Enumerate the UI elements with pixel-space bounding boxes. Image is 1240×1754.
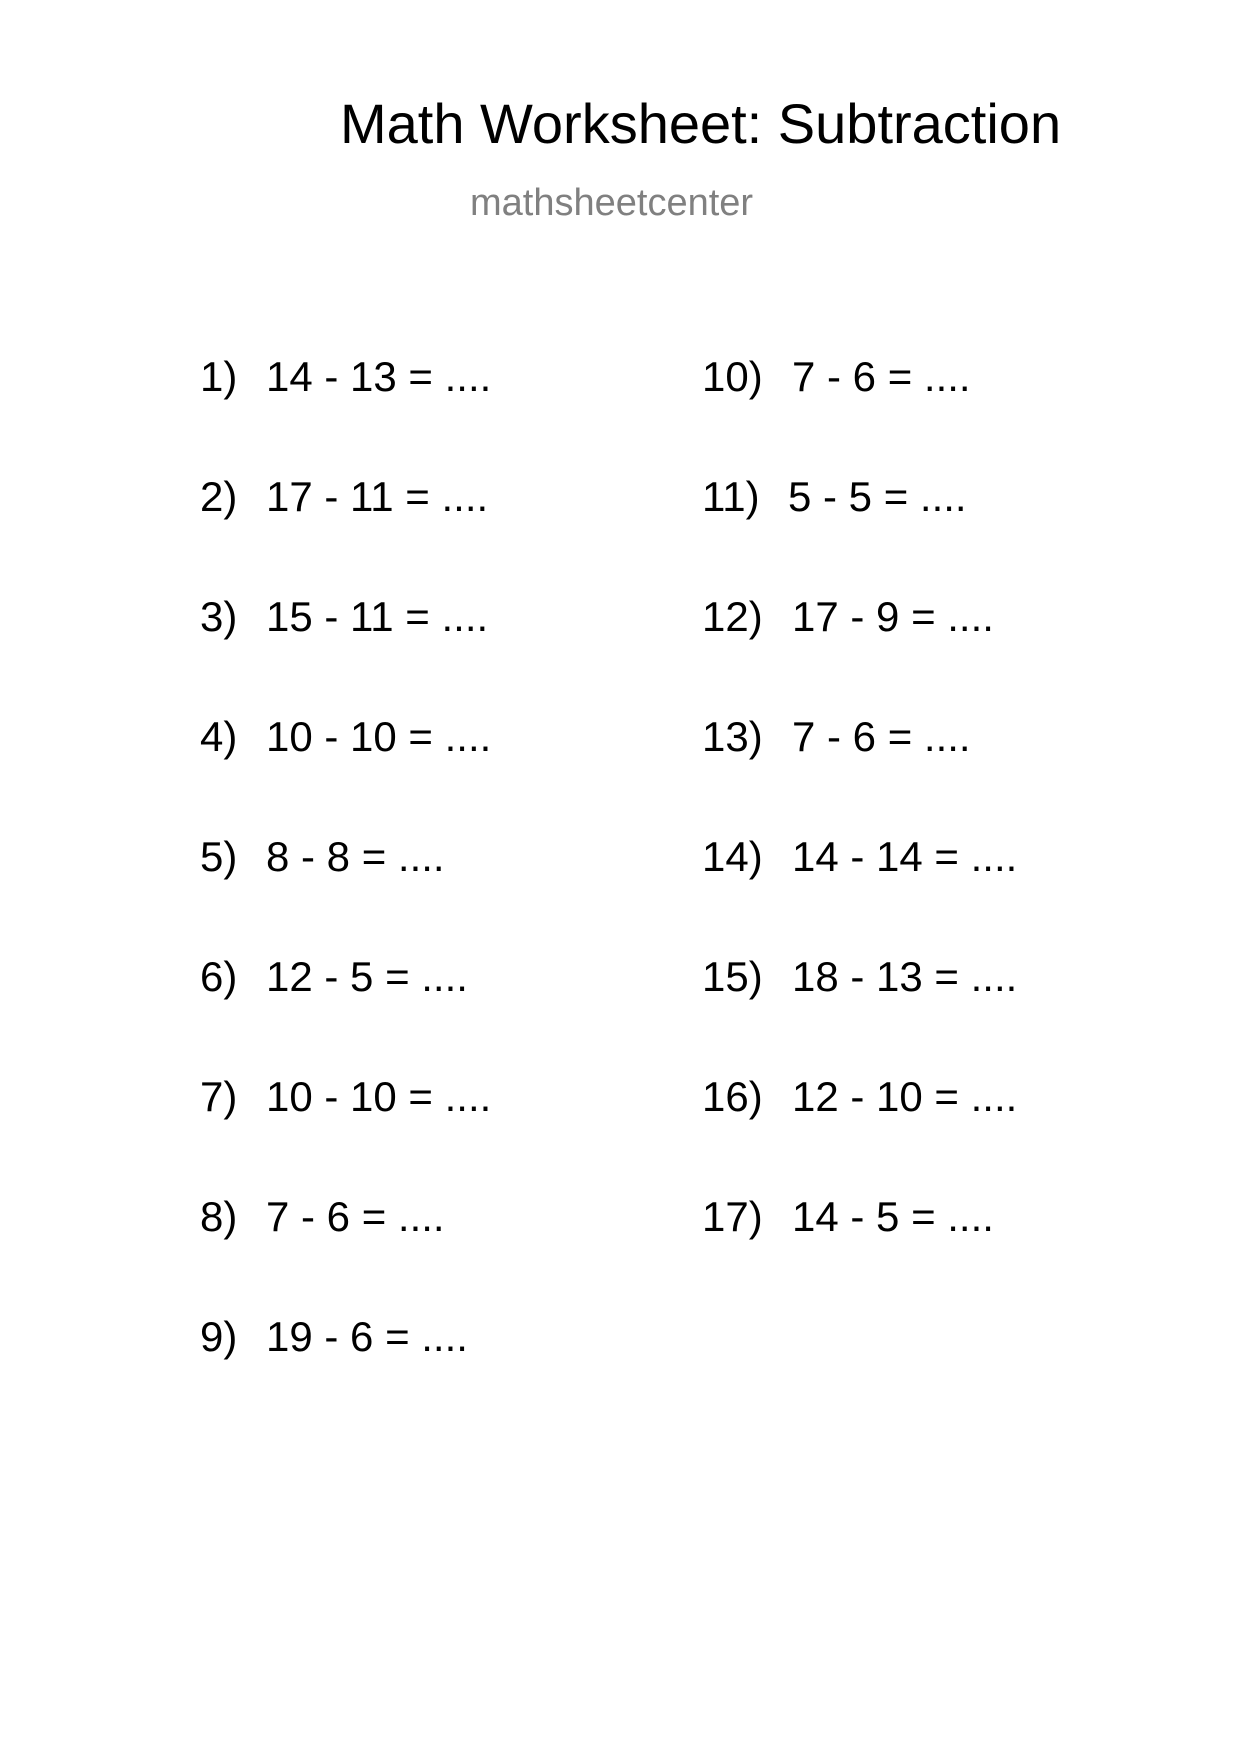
problem-number: 10) [702,353,763,400]
problem-16 [702,1073,1018,1120]
problem-5 [200,833,445,880]
problem-expression: 8 - 8 = .... [266,833,445,880]
problem-number: 2) [200,473,238,520]
problem-11 [702,473,967,520]
problem-expression: 7 - 6 = .... [792,353,971,400]
problem-number: 14) [702,833,763,880]
problem-8 [200,1193,445,1240]
problem-10 [702,353,971,400]
problem-number: 7) [200,1073,238,1120]
problem-number: 6) [200,953,238,1000]
page-title: Math Worksheet: Subtraction [340,92,1062,155]
problem-12 [702,593,994,640]
problem-number: 1) [200,353,238,400]
problem-number: 5) [200,833,238,880]
problem-expression: 10 - 10 = .... [266,1073,492,1120]
problem-1 [200,353,492,400]
problem-13 [702,713,971,760]
problem-2 [200,473,489,520]
problem-expression: 14 - 14 = .... [792,833,1018,880]
problem-expression: 18 - 13 = .... [792,953,1018,1000]
problem-15 [702,953,1018,1000]
problem-number: 12) [702,593,763,640]
problem-expression: 15 - 11 = .... [266,593,489,640]
problem-expression: 17 - 11 = .... [266,473,489,520]
problem-number: 15) [702,953,763,1000]
problem-9 [200,1313,468,1360]
problem-expression: 17 - 9 = .... [792,593,994,640]
problem-14 [702,833,1018,880]
problem-expression: 12 - 10 = .... [792,1073,1018,1120]
problem-6 [200,953,468,1000]
problem-number: 13) [702,713,763,760]
problem-expression: 19 - 6 = .... [266,1313,468,1360]
problem-number: 3) [200,593,238,640]
problem-expression: 10 - 10 = .... [266,713,492,760]
problem-expression: 7 - 6 = .... [266,1193,445,1240]
problem-number: 8) [200,1193,238,1240]
problem-number: 11) [702,473,760,520]
problem-expression: 14 - 13 = .... [266,353,492,400]
problem-3 [200,593,489,640]
problem-number: 4) [200,713,238,760]
problem-expression: 12 - 5 = .... [266,953,468,1000]
problem-number: 17) [702,1193,763,1240]
problem-expression: 14 - 5 = .... [792,1193,994,1240]
problem-expression: 5 - 5 = .... [788,473,967,520]
problem-17 [702,1193,994,1240]
problem-expression: 7 - 6 = .... [792,713,971,760]
site-name: mathsheetcenter [470,182,754,224]
problem-7 [200,1073,492,1120]
problem-4 [200,713,492,760]
problem-number: 16) [702,1073,763,1120]
problem-number: 9) [200,1313,238,1360]
